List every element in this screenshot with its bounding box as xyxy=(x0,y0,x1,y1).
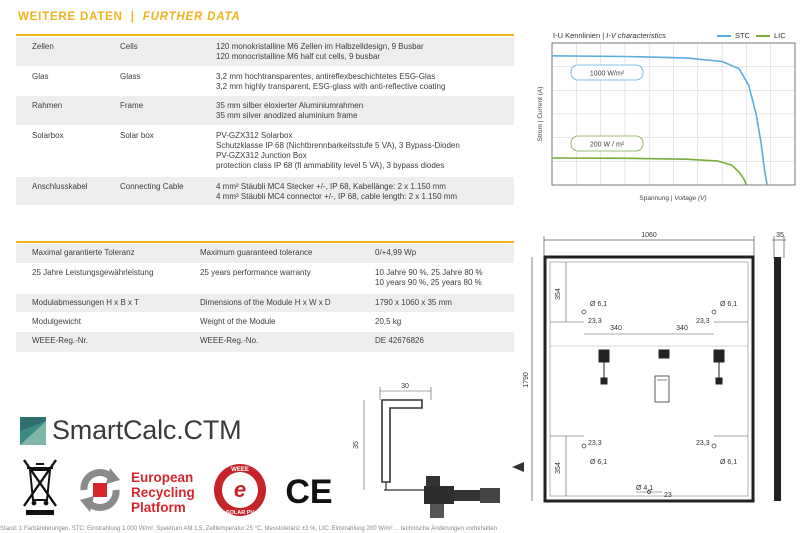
table-row xyxy=(16,66,514,95)
row-value xyxy=(363,244,514,263)
iv-title-de: I-U Kennlinien xyxy=(553,31,601,40)
erp-line-3: Platform xyxy=(131,500,186,515)
iv-title-sep: | xyxy=(602,31,605,40)
table-row xyxy=(16,37,514,66)
section-header xyxy=(18,11,241,23)
dim-depth: 35 xyxy=(776,232,784,239)
value-line: 10 years 90 %, 25 years 80 % xyxy=(375,277,482,287)
row-value xyxy=(363,293,514,312)
dim-354-top: 354 xyxy=(555,288,562,300)
hole-label: Ø 6,1 xyxy=(720,301,738,308)
erp-logo-text xyxy=(131,470,195,515)
row-label-en: 25 years performance warranty xyxy=(186,263,363,293)
frame-profile-drawing xyxy=(353,378,516,533)
junction-box-middle xyxy=(659,350,669,358)
value-line: 3,2 mm hochtransparentes, antireflexbeschichtetes ESG-Glas xyxy=(216,71,436,81)
row-value xyxy=(363,312,514,331)
erp-line-1: European xyxy=(131,470,194,485)
row-label-en: Dimensions of the Module H x W x D xyxy=(186,293,363,312)
table-row xyxy=(16,331,514,352)
row-value xyxy=(200,125,514,176)
value-line: 10 Jahre 90 %, 25 Jahre 80 % xyxy=(375,267,483,277)
dim-233-bl: 23,3 xyxy=(588,440,602,447)
row-label-de: Modulabmessungen H x B x T xyxy=(16,293,186,312)
table-row xyxy=(16,95,514,125)
connector-cap xyxy=(480,488,500,503)
value-line: 1790 x 1060 x 35 mm xyxy=(375,297,452,307)
row-label-de: Glas xyxy=(16,66,104,95)
mount-hole xyxy=(712,310,716,314)
mc4-connector xyxy=(424,476,500,518)
header-en: FURTHER DATA xyxy=(142,11,241,23)
row-label-en: Solar box xyxy=(104,125,200,176)
value-line: 35 mm silber eloxierter Aluminiumrahmen xyxy=(216,100,364,110)
row-value xyxy=(363,263,514,293)
header-rule xyxy=(16,34,514,36)
table-row xyxy=(16,125,514,176)
smartcalc-logo xyxy=(20,415,241,446)
annot-1000: 1000 W/m² xyxy=(589,70,625,78)
value-line: 3,2 mm highly transparent, ESG-glass with anti-reflective coating xyxy=(216,81,446,91)
iv-y-label: Strom | Current (A) xyxy=(537,86,544,142)
value-line: PV-GZX312 Junction Box xyxy=(216,150,307,160)
module-side-profile xyxy=(774,257,781,501)
connector-body xyxy=(426,476,440,486)
dim-354-bot: 354 xyxy=(555,462,562,474)
value-line: DE 42676826 xyxy=(375,335,424,345)
row-label-de: Rahmen xyxy=(16,95,104,125)
header-de: WEITERE DATEN xyxy=(18,11,123,23)
iv-chart-title xyxy=(553,31,666,40)
dim-340-l: 340 xyxy=(610,325,622,332)
section-rule xyxy=(16,241,514,243)
value-line: 35 mm silver anodized aluminium frame xyxy=(216,110,358,120)
row-label-de: Anschlusskabel xyxy=(16,176,104,205)
dim-height: 1790 xyxy=(523,372,530,388)
hole-label: Ø 6,1 xyxy=(720,459,738,466)
row-label-en: Glass xyxy=(104,66,200,95)
profile-height: 35 xyxy=(353,441,360,449)
ce-mark-icon xyxy=(284,470,334,510)
module-drawing xyxy=(523,228,800,533)
value-line: Schutzklasse IP 68 (Nichtbrennbarkeitsstufe 5 VA), 3 Bypass-Dioden xyxy=(216,140,460,150)
mount-hole xyxy=(712,444,716,448)
connector-nut xyxy=(430,504,444,518)
junction-box-right xyxy=(714,350,724,362)
drain-dim: 23 xyxy=(664,492,672,499)
hole-label: Ø 6,1 xyxy=(590,459,608,466)
value-line: 4 mm² Stäubli MC4 connector +/-, IP 68, cable length: 2 x 1.150 mm xyxy=(216,191,458,201)
value-line: PV-GZX312 Solarbox xyxy=(216,130,293,140)
erp-line-2: Recycling xyxy=(131,485,195,500)
value-line: 4 mm² Stäubli MC4 Stecker +/-, IP 68, Kabellänge: 2 x 1.150 mm xyxy=(216,181,446,191)
pointer-arrow-icon xyxy=(510,461,526,473)
iv-x-label-de: Spannung xyxy=(639,195,670,202)
value-line: 0/+4,99 Wp xyxy=(375,248,417,257)
weee-bin-icon xyxy=(18,456,62,518)
footnote: Stand: 1 Farbänderungen, STC: Einstrahlung 1.000 W/m², Spektrum AM 1,5, Zelltemperatur 25 °C, Messtoleranz ±3 %, LIC: Einstrahlung 200 W/m² ... technische Änderungen vorbehalten xyxy=(0,526,497,532)
table-row xyxy=(16,293,514,312)
dim-233-br: 23,3 xyxy=(696,440,710,447)
connector-head xyxy=(424,486,454,504)
header-sep: | xyxy=(130,11,135,23)
mount-hole xyxy=(582,310,586,314)
profile-width: 30 xyxy=(401,383,409,390)
hole-label: Ø 6,1 xyxy=(590,301,608,308)
dim-340-r: 340 xyxy=(676,325,688,332)
row-value xyxy=(200,66,514,95)
row-label-en: Weight of the Module xyxy=(186,312,363,331)
weee-bottom-text: SOLAR PV xyxy=(225,510,255,516)
table-row xyxy=(16,176,514,205)
drain-hole-label: Ø 4,1 xyxy=(636,485,654,492)
legend-lic-swatch xyxy=(756,35,770,37)
dim-width: 1060 xyxy=(641,232,657,239)
dim-233-tr: 23,3 xyxy=(696,318,710,325)
value-line: 120 monocristalline M6 half cut cells, 9 busbar xyxy=(216,52,381,61)
erp-recycle-icon xyxy=(76,466,124,514)
legend-stc-label: STC xyxy=(735,31,750,40)
connector-plug xyxy=(454,490,480,501)
row-label-de: Zellen xyxy=(16,37,104,66)
row-label-de: 25 Jahre Leistungsgewährleistung xyxy=(16,263,186,293)
table-row xyxy=(16,312,514,331)
iv-title-en: I-V characteristics xyxy=(606,31,666,40)
iv-chart-grid xyxy=(552,43,795,185)
iv-x-label-sep: | xyxy=(670,195,673,202)
weee-solar-pv-logo xyxy=(212,462,268,518)
legend-stc xyxy=(717,31,750,40)
spec-table-performance xyxy=(16,244,514,352)
legend-lic-label: LIC xyxy=(774,31,786,40)
iv-chart xyxy=(530,40,800,210)
iv-x-label-en: Voltage (V) xyxy=(674,195,707,202)
ce-mark: CE xyxy=(285,473,333,511)
row-label-de: Solarbox xyxy=(16,125,104,176)
connector-right xyxy=(716,378,722,384)
row-label-de: Maximal garantierte Toleranz xyxy=(16,244,186,263)
row-label-de: WEEE-Reg.-Nr. xyxy=(16,331,186,352)
annot-200: 200 W / m² xyxy=(589,141,625,149)
value-line: protection class IP 68 (fl ammability level 5 VA), 3 bypass diodes xyxy=(216,160,445,170)
junction-box-left xyxy=(599,350,609,362)
row-label-en: Maximum guaranteed tolerance xyxy=(186,244,363,263)
row-value xyxy=(200,95,514,125)
row-label-en: Frame xyxy=(104,95,200,125)
weee-top-text: WEEE xyxy=(231,467,249,473)
spec-table-materials xyxy=(16,37,514,205)
smartcalc-name: SmartCalc.CTM xyxy=(52,415,242,445)
row-value xyxy=(200,37,514,66)
row-label-en: Cells xyxy=(104,37,200,66)
value-line: 120 monokristalline M6 Zellen im Halbzelldesign, 9 Busbar xyxy=(216,42,424,51)
smartcalc-mark-icon xyxy=(20,417,46,445)
row-label-en: WEEE-Reg.-No. xyxy=(186,331,363,352)
weee-e-glyph: e xyxy=(233,477,247,502)
row-value xyxy=(363,331,514,352)
legend-stc-swatch xyxy=(717,35,731,37)
frame-profile xyxy=(382,400,422,482)
connector-left xyxy=(601,378,607,384)
dim-233-tl: 23,3 xyxy=(588,318,602,325)
table-row xyxy=(16,263,514,293)
value-line: 20,5 kg xyxy=(375,316,402,326)
row-label-de: Modulgewicht xyxy=(16,312,186,331)
iv-x-label xyxy=(639,195,706,202)
row-label-en: Connecting Cable xyxy=(104,176,200,205)
table-row xyxy=(16,244,514,263)
row-value xyxy=(200,176,514,205)
mount-hole xyxy=(582,444,586,448)
legend-lic xyxy=(756,31,786,40)
